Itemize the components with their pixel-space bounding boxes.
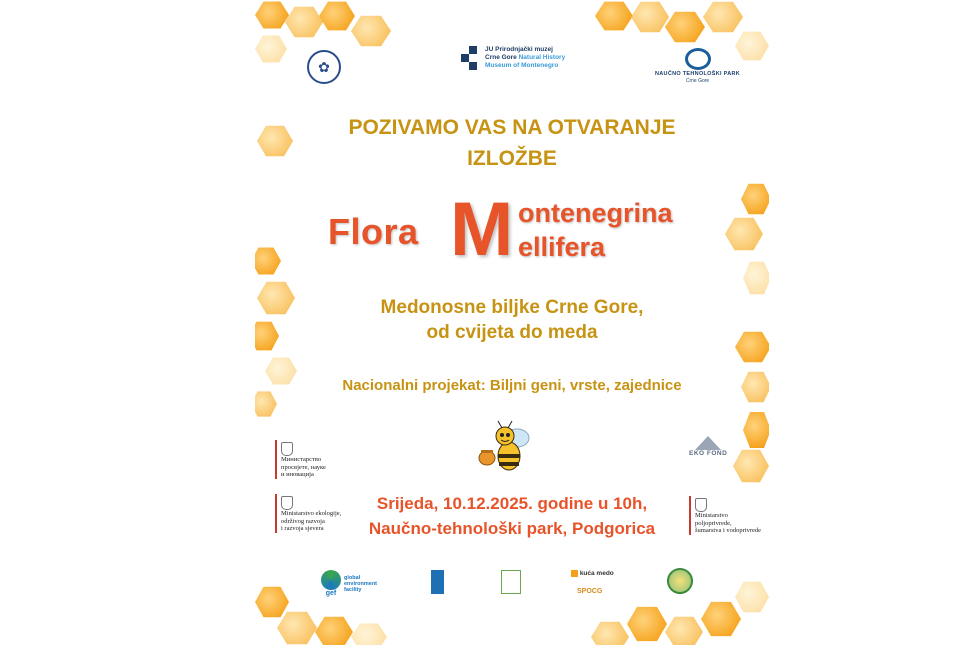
museum-mark-icon <box>461 46 481 70</box>
gef-mark: gef <box>325 590 337 597</box>
kuca-medo-name: kuća medo <box>579 570 614 578</box>
exhibition-subtitle <box>255 295 769 345</box>
coat-of-arms-icon <box>281 442 293 456</box>
event-location: Naučno-tehnološki park, Podgorica <box>368 519 656 538</box>
exhibition-title <box>328 187 748 272</box>
environment-agency-logo <box>501 570 521 594</box>
gef-text-line: facility <box>344 586 362 593</box>
museum-name-line3: Museum of Montenegro <box>485 62 559 69</box>
spocg-logo <box>577 588 602 595</box>
museum-name-line1: JU Prirodnjački muzej <box>485 46 553 53</box>
seal-icon: ✿ <box>307 50 341 84</box>
ministry-education-line: Министарство <box>281 456 322 463</box>
science-tech-park-logo <box>655 48 740 84</box>
honeycomb-cell <box>735 30 769 62</box>
honeycomb-cell <box>631 0 669 34</box>
ministry-ecology-line: i razvoja sjevera <box>281 525 324 532</box>
subtitle-line2: od cvijeta do meda <box>426 322 598 343</box>
ntp-mark-icon <box>685 48 711 70</box>
ministry-ecology-line: Ministarstvo ekologije, <box>281 510 342 517</box>
subtitle-line1: Medonosne biljke Crne Gore, <box>380 297 644 318</box>
honeycomb-cell <box>315 615 353 645</box>
national-project: Nacionalni projekat: Biljni geni, vrste, zajednice <box>342 377 682 394</box>
honeycomb-cell <box>277 610 317 645</box>
event-date-time: Srijeda, 10.12.2025. godine u 10h, <box>376 494 648 513</box>
natural-history-museum-logo <box>461 46 565 70</box>
gef-logo <box>321 570 377 597</box>
honeycomb-cell <box>591 620 629 645</box>
mountain-icon <box>695 436 721 450</box>
honeycomb-cell <box>255 246 281 276</box>
honeycomb-cell <box>743 410 769 450</box>
honeycomb-cell <box>627 605 667 643</box>
gef-globe-icon <box>321 570 341 590</box>
honeycomb-cell <box>255 390 277 418</box>
ntp-country: Crne Gore <box>685 78 710 84</box>
ministry-ecology-line: održivog razvoja <box>281 517 325 525</box>
spocg-name: SPOCG <box>577 588 603 595</box>
invitation-heading <box>255 112 769 174</box>
honeycomb-cell <box>255 34 287 64</box>
honeycomb-cell <box>285 5 323 39</box>
exhibition-title-flora: Flora <box>328 211 419 252</box>
honeycomb-cell <box>703 0 743 34</box>
exhibition-title-montenegrina: ontenegrina <box>518 198 673 228</box>
undp-logo <box>431 570 444 594</box>
bee-icon <box>477 420 533 474</box>
honeycomb-cell <box>255 0 289 30</box>
ministry-education-line: просвјете, науке <box>281 463 326 471</box>
gef-text-line: global <box>344 574 361 581</box>
ministry-education-line: и иновација <box>281 471 314 478</box>
honeycomb-cell <box>351 622 387 645</box>
ministry-agriculture-line: šumarstva i vodoprivrede <box>695 527 762 534</box>
national-park-logo <box>667 568 693 594</box>
eko-fond-logo <box>689 436 727 457</box>
invitation-poster <box>255 0 769 645</box>
eko-fond-name: EKO FOND <box>689 450 728 457</box>
museum-name-line2a: Crne Gore <box>485 54 517 61</box>
honeycomb-cell <box>733 448 769 484</box>
ministry-agriculture-line: Ministarstvo <box>695 512 728 519</box>
exhibition-title-m: M <box>450 187 514 272</box>
ntp-name: NAUČNO TEHNOLOŠKI PARK <box>655 71 741 77</box>
gef-text-line: environment <box>344 580 378 587</box>
honeycomb-cell <box>701 600 741 638</box>
exhibition-title-mellifera: ellifera <box>518 232 606 262</box>
university-seal-logo <box>307 50 341 84</box>
honey-icon <box>571 570 578 577</box>
ministry-education-logo <box>275 440 326 479</box>
honeycomb-cell <box>255 585 289 619</box>
museum-name-line2b: Natural History <box>518 54 566 61</box>
honeycomb-cell <box>735 580 769 614</box>
honeycomb-cell <box>351 14 391 48</box>
honeycomb-cell <box>319 0 355 32</box>
invitation-line1: POZIVAMO VAS NA OTVARANJE <box>348 116 676 139</box>
invitation-line2: IZLOŽBE <box>467 147 557 170</box>
ministry-agriculture-line: poljoprivrede, <box>695 519 732 527</box>
honeycomb-cell <box>665 10 705 44</box>
honeycomb-cell <box>595 0 633 32</box>
kuca-medo-logo <box>571 570 614 577</box>
event-details <box>255 491 769 541</box>
honeycomb-cell <box>665 615 703 645</box>
